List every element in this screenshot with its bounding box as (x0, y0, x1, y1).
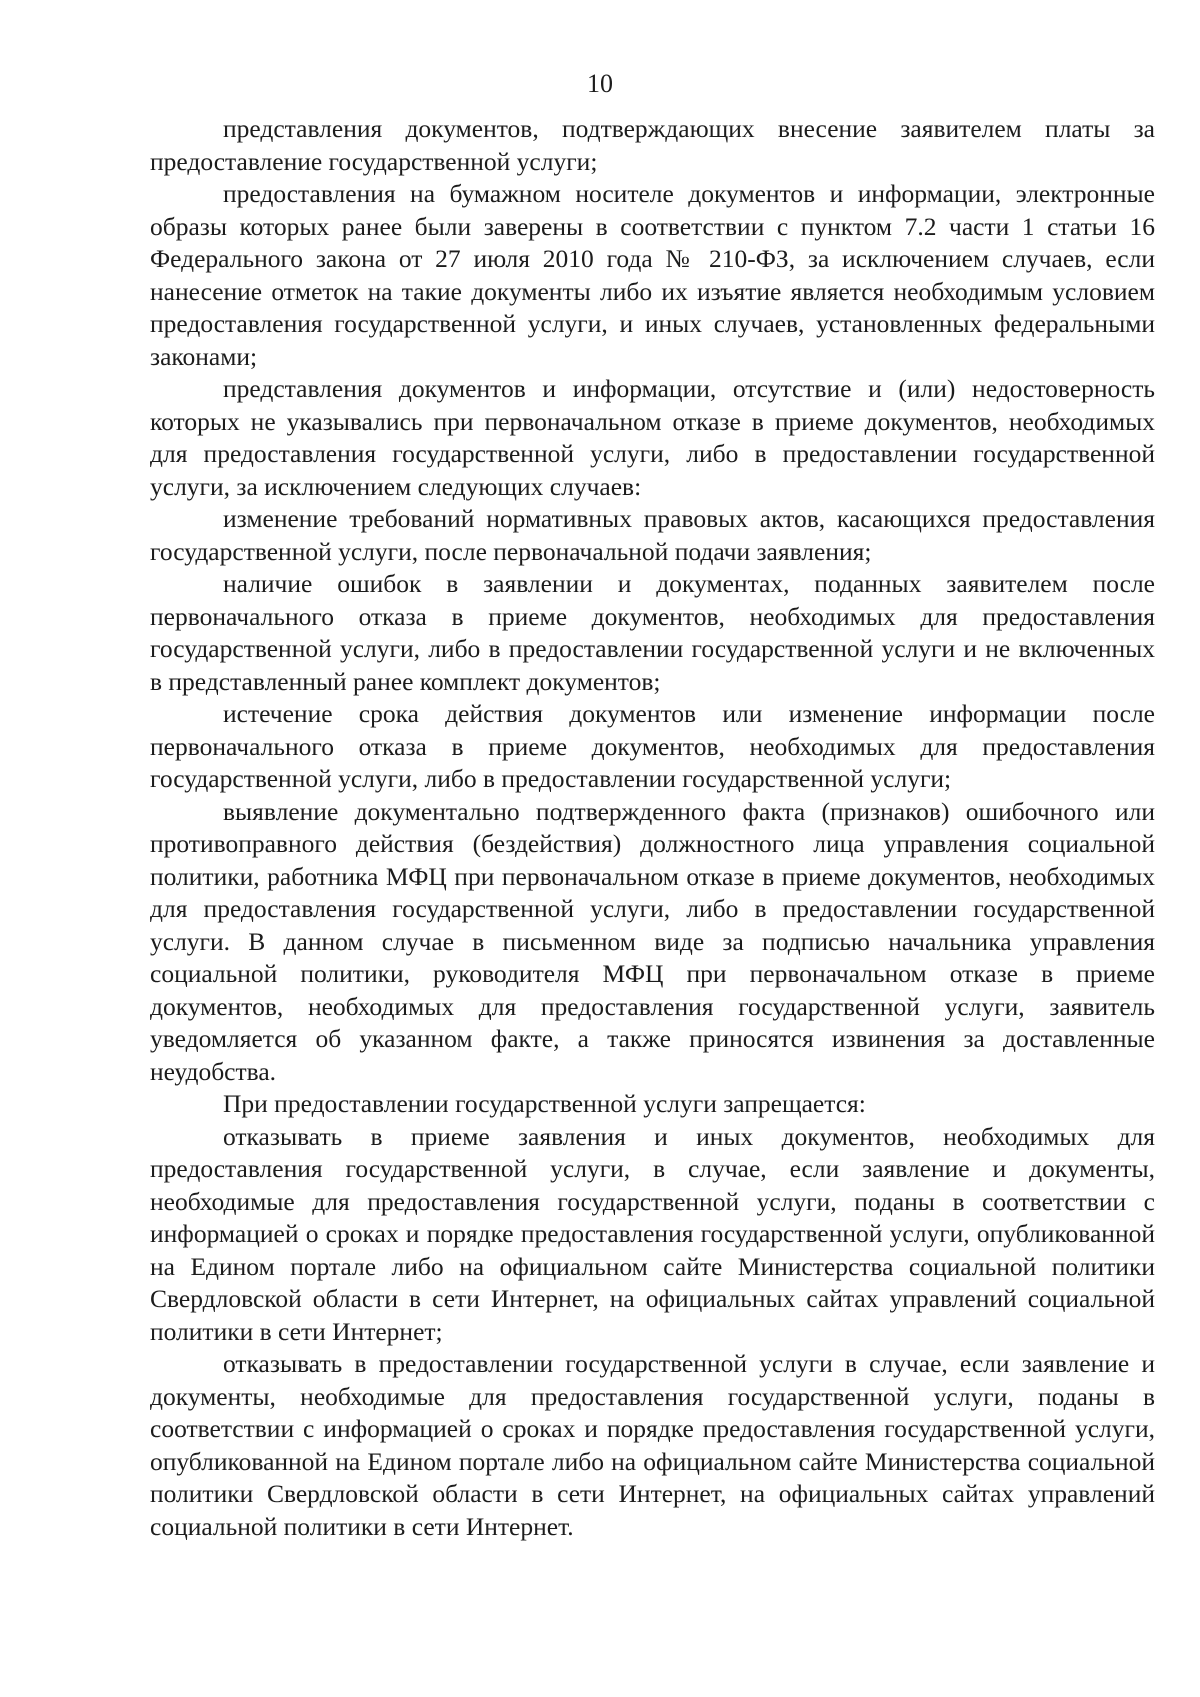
paragraph: отказывать в приеме заявления и иных документов, необходимых для предоставления государственной услуги, в случае, если заявление и документы, необходимые для предоставления государственной услуги, поданы в соответствии с информацией о сроках и порядке предоставления государственной услуги, опубликованной на Едином портале либо на официальном сайте Министерства социальной политики Свердловской области в сети Интернет, на официальных сайтах управлений социальной политики в сети Интернет; (150, 1121, 1155, 1346)
paragraph: истечение срока действия документов или изменение информации после первоначального отказа в приеме документов, необходимых для предоставления государственной услуги, либо в предоставлении государственной услуги; (150, 699, 1155, 793)
paragraph: изменение требований нормативных правовых актов, касающихся предоставления государственной услуги, после первоначальной подачи заявления; (150, 504, 1155, 566)
paragraph: наличие ошибок в заявлении и документах, поданных заявителем после первоначального отказа в приеме документов, необходимых для предоставления государственной услуги, либо в предоставлении государственной услуги и не включенных в представленный ранее комплект документов; (150, 569, 1155, 696)
body-text (150, 113, 1155, 1543)
page-number: 10 (587, 69, 613, 98)
paragraph: При предоставлении государственной услуги запрещается: (223, 1089, 866, 1118)
paragraph: отказывать в предоставлении государственной услуги в случае, если заявление и документы, необходимые для предоставления государственной услуги, поданы в соответствии с информацией о сроках и порядке предоставления государственной услуги, опубликованной на Едином портале либо на официальном сайте Министерства социальной политики Свердловской области в сети Интернет, на официальных сайтах управлений социальной политики в сети Интернет. (150, 1349, 1155, 1541)
paragraph: представления документов и информации, отсутствие и (или) недостоверность которых не указывались при первоначальном отказе в приеме документов, необходимых для предоставления государственной услуги, либо в предоставлении государственной услуги, за исключением следующих случаев: (150, 374, 1155, 501)
paragraph: представления документов, подтверждающих внесение заявителем платы за предоставление государственной услуги; (150, 114, 1155, 176)
paragraph: выявление документально подтвержденного факта (признаков) ошибочного или противоправного действия (бездействия) должностного лица управления социальной политики, работника МФЦ при первоначальном отказе в приеме документов, необходимых для предоставления государственной услуги, либо в предоставлении государственной услуги. В данном случае в письменном виде за подписью начальника управления социальной политики, руководителя МФЦ при первоначальном отказе в приеме документов, необходимых для предоставления государственной услуги, заявитель уведомляется об указанном факте, а также приносятся извинения за доставленные неудобства. (150, 796, 1155, 1086)
paragraph: предоставления на бумажном носителе документов и информации, электронные образы которых ранее были заверены в соответствии с пунктом 7.2 части 1 статьи 16 Федерального закона от 27 июля 2010 года № 210-ФЗ, за исключением случаев, если нанесение отметок на такие документы либо их изъятие является необходимым условием предоставления государственной услуги, и иных случаев, установленных федеральными законами; (150, 179, 1155, 371)
